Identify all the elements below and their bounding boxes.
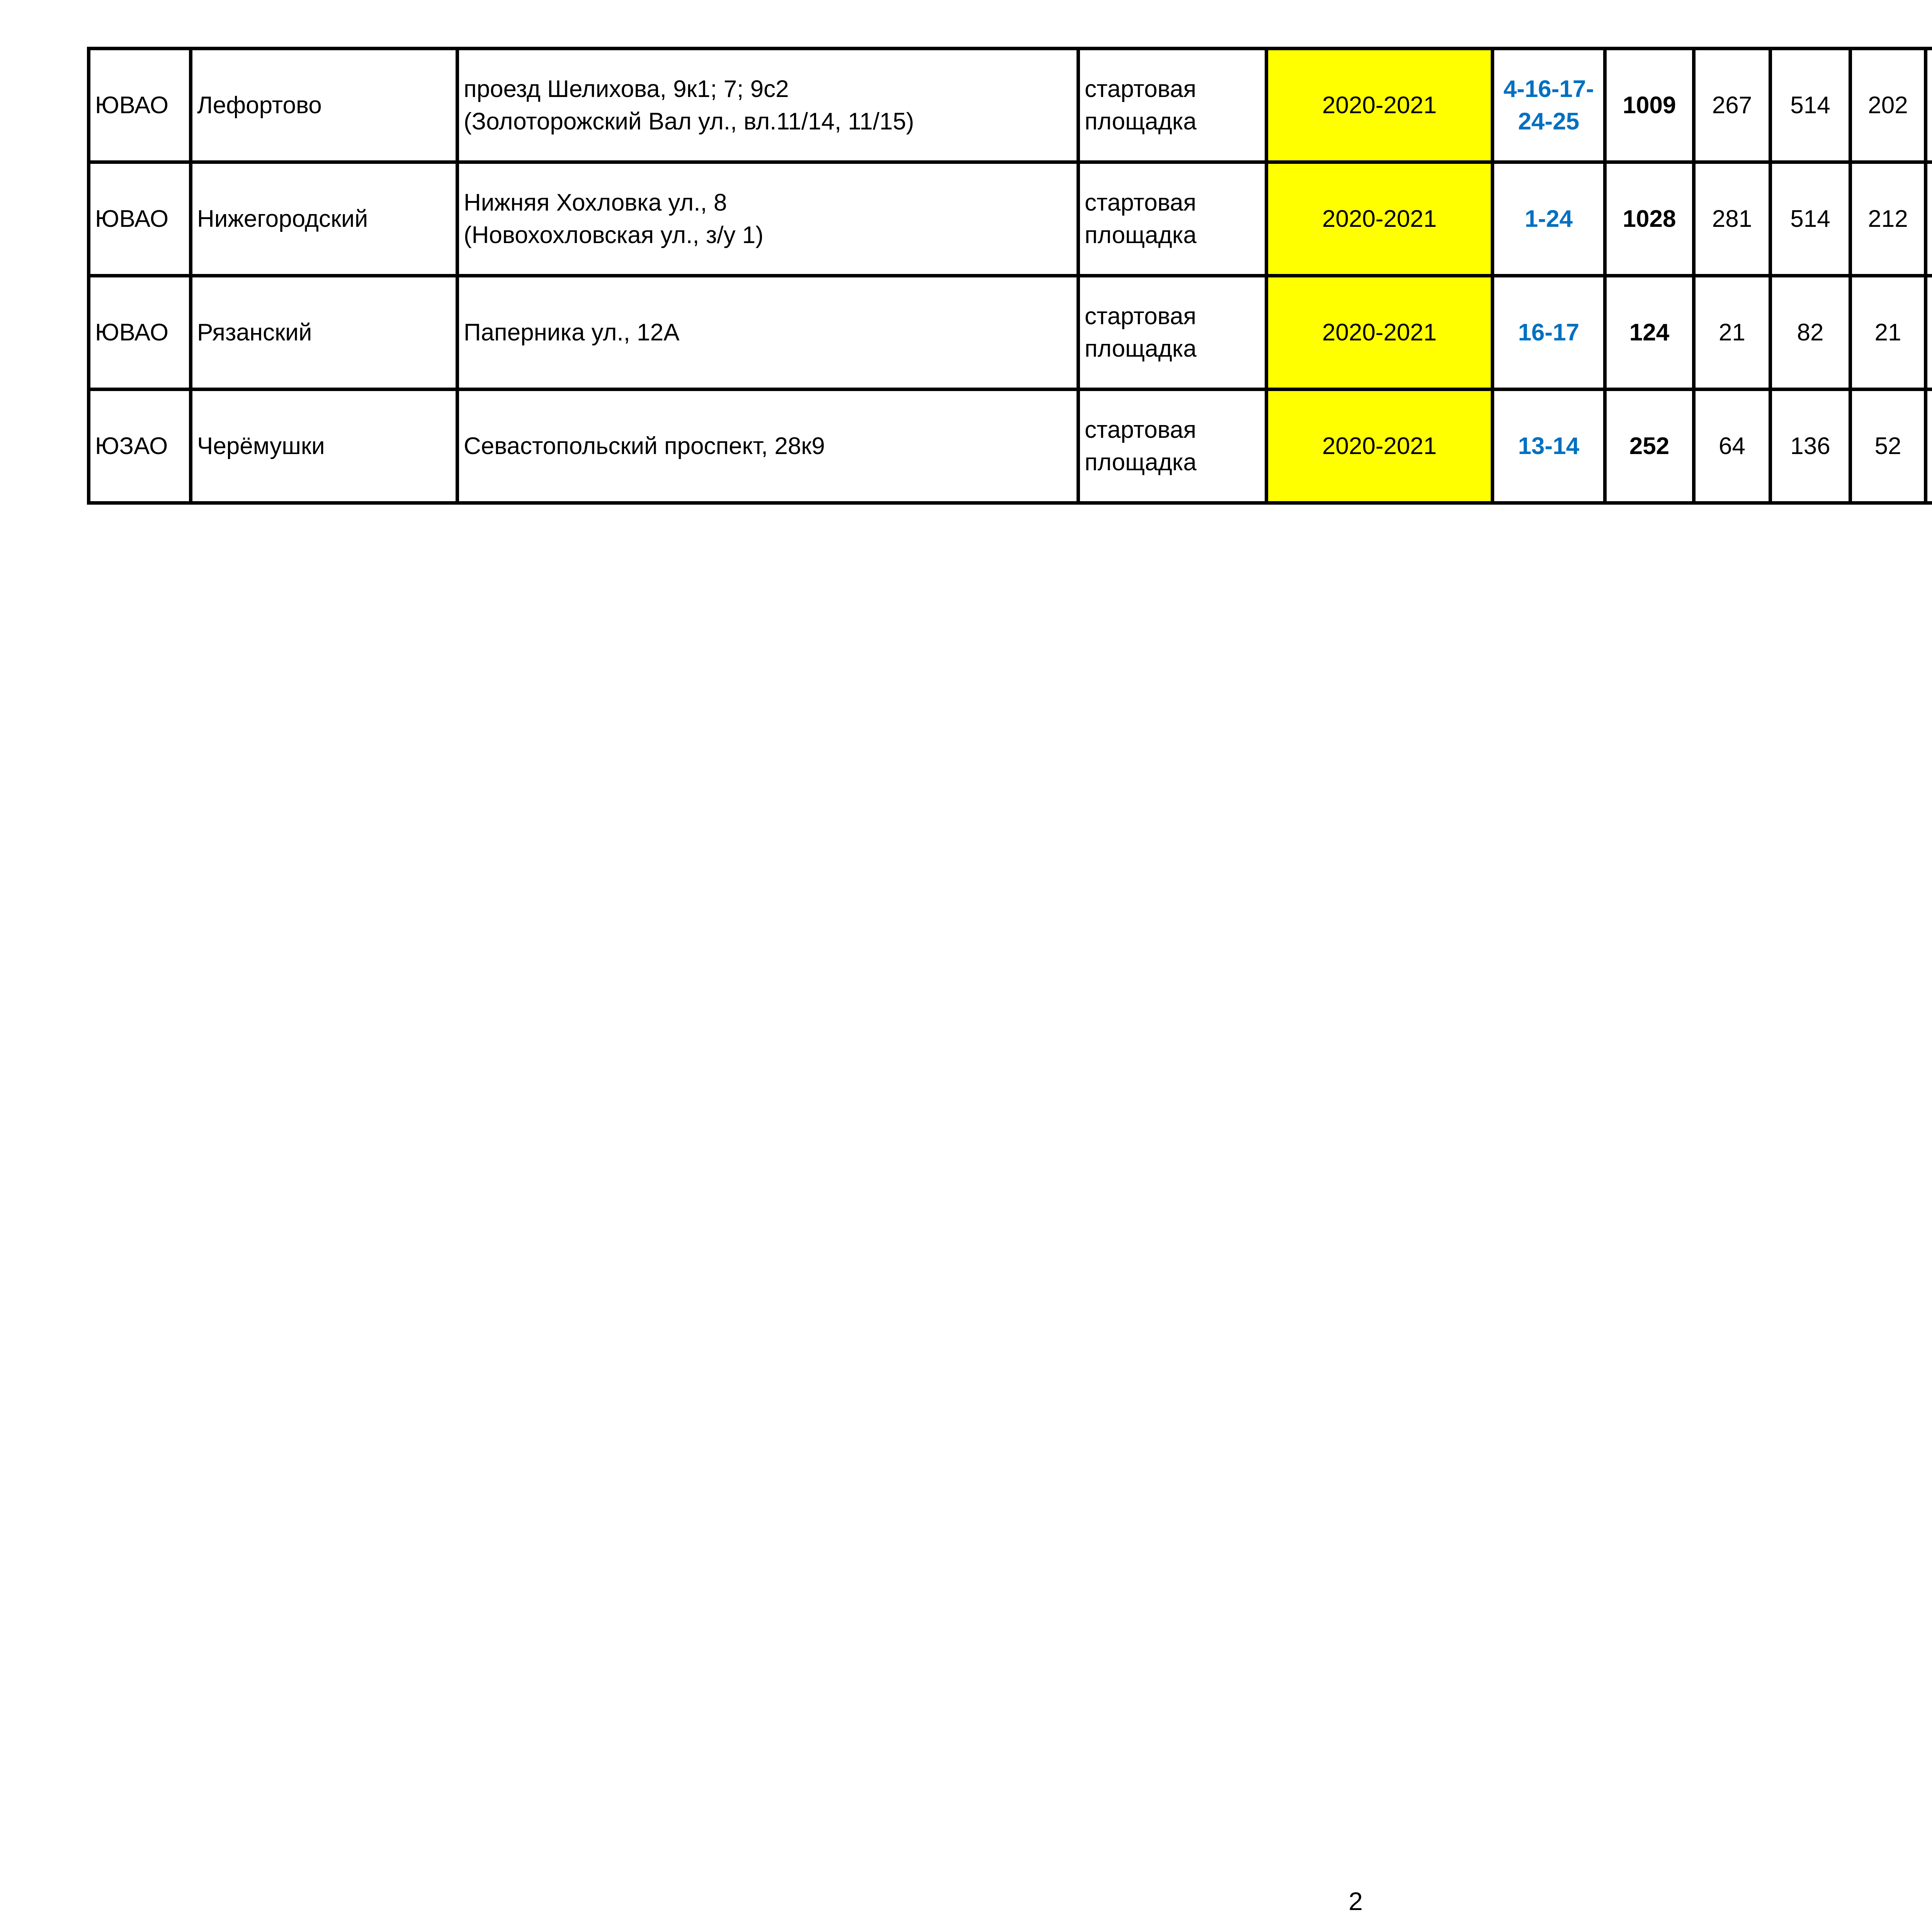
sections-line: 4-16-17- — [1503, 75, 1594, 102]
district-cell: Рязанский — [191, 276, 457, 390]
okrug-cell: ЮВАО — [89, 276, 191, 390]
page-number: 2 — [1349, 1887, 1363, 1915]
address-line: проезд Шелихова, 9к1; 7; 9с2 — [464, 75, 789, 102]
objects-table — [87, 47, 1932, 505]
count-cell-2: 82 — [1770, 276, 1850, 390]
sections-line: 1-24 — [1524, 205, 1573, 232]
period-cell: 2020-2021 — [1267, 49, 1493, 162]
count-cell-3: 52 — [1850, 390, 1926, 503]
type-line: площадка — [1085, 108, 1197, 135]
address-cell — [457, 49, 1078, 162]
type-cell — [1078, 49, 1267, 162]
okrug-cell: ЮЗАО — [89, 390, 191, 503]
count-cell-1: 281 — [1694, 162, 1770, 276]
table-row — [89, 390, 1932, 503]
address-line: Паперника ул., 12А — [464, 319, 680, 346]
type-line: стартовая — [1085, 416, 1196, 443]
sections-line: 16-17 — [1518, 319, 1580, 346]
type-cell — [1078, 276, 1267, 390]
count-cell-3: 202 — [1850, 49, 1926, 162]
count-cell-3: 212 — [1850, 162, 1926, 276]
count-cell-1: 64 — [1694, 390, 1770, 503]
table-body — [89, 49, 1932, 503]
district-cell: Черёмушки — [191, 390, 457, 503]
address-line: Севастопольский проспект, 28к9 — [464, 432, 825, 459]
sections-cell — [1493, 390, 1605, 503]
period-cell: 2020-2021 — [1267, 276, 1493, 390]
type-cell — [1078, 390, 1267, 503]
district-cell: Лефортово — [191, 49, 457, 162]
count-cell-2: 136 — [1770, 390, 1850, 503]
table-row — [89, 162, 1932, 276]
sections-cell — [1493, 49, 1605, 162]
district-cell: Нижегородский — [191, 162, 457, 276]
sections-cell — [1493, 276, 1605, 390]
type-line: стартовая — [1085, 75, 1196, 102]
total-cell: 1028 — [1605, 162, 1694, 276]
total-cell: 1009 — [1605, 49, 1694, 162]
address-line: Нижняя Хохловка ул., 8 — [464, 189, 727, 216]
type-line: площадка — [1085, 449, 1197, 476]
address-cell — [457, 390, 1078, 503]
count-cell-4 — [1926, 162, 1932, 276]
data-sheet — [87, 47, 1932, 505]
count-cell-1: 267 — [1694, 49, 1770, 162]
period-cell: 2020-2021 — [1267, 162, 1493, 276]
table-row — [89, 49, 1932, 162]
period-cell: 2020-2021 — [1267, 390, 1493, 503]
sections-line: 13-14 — [1518, 432, 1580, 459]
address-line: (Золоторожский Вал ул., вл.11/14, 11/15) — [464, 108, 914, 135]
count-cell-2: 514 — [1770, 162, 1850, 276]
type-line: площадка — [1085, 221, 1197, 248]
count-cell-2: 514 — [1770, 49, 1850, 162]
okrug-cell: ЮВАО — [89, 49, 191, 162]
total-cell: 252 — [1605, 390, 1694, 503]
type-line: стартовая — [1085, 189, 1196, 216]
okrug-cell: ЮВАО — [89, 162, 191, 276]
total-cell: 124 — [1605, 276, 1694, 390]
address-cell — [457, 276, 1078, 390]
address-cell — [457, 162, 1078, 276]
count-cell-1: 21 — [1694, 276, 1770, 390]
type-line: стартовая — [1085, 303, 1196, 330]
table-row — [89, 276, 1932, 390]
count-cell-4 — [1926, 390, 1932, 503]
count-cell-4 — [1926, 49, 1932, 162]
type-line: площадка — [1085, 335, 1197, 362]
address-line: (Новохохловская ул., з/у 1) — [464, 221, 764, 248]
sections-line: 24-25 — [1518, 108, 1580, 135]
type-cell — [1078, 162, 1267, 276]
count-cell-4 — [1926, 276, 1932, 390]
count-cell-3: 21 — [1850, 276, 1926, 390]
sections-cell — [1493, 162, 1605, 276]
